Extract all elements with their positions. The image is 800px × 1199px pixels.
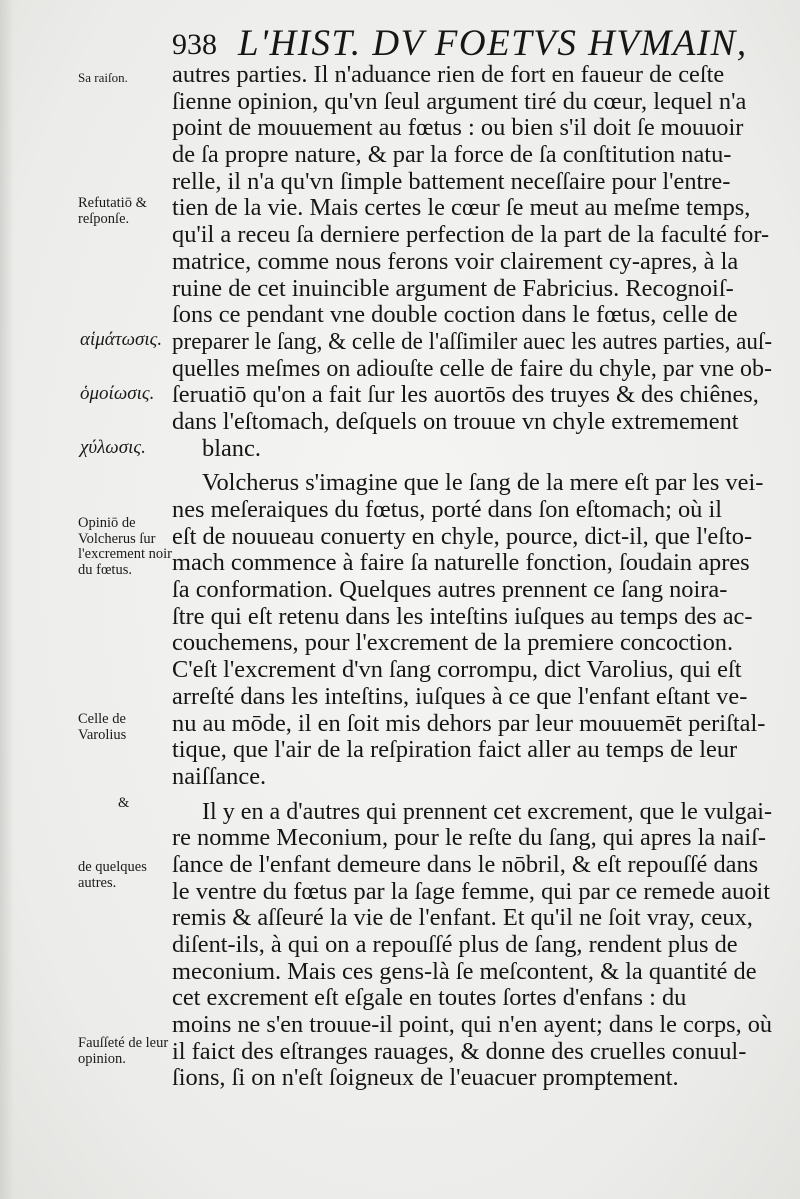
margin-note: & bbox=[118, 795, 130, 811]
text-line: remis & aſſeuré la vie de l'enfant. Et qu'il ne ſoit vray, ceux, bbox=[172, 904, 753, 932]
text-line: ſa conformation. Quelques autres prennent ce ſang noira- bbox=[172, 576, 728, 604]
margin-note: Fauſſeté de leur opinion. bbox=[78, 1035, 169, 1067]
text-line: preparer le ſang, & celle de l'aſſimiler auec les autres parties, auſ- bbox=[172, 327, 772, 355]
text-line: moins ne s'en trouue-il point, qui n'en ayent; dans le corps, où bbox=[172, 1011, 772, 1039]
text-line: il faict des eſtranges rauages, & donne des cruelles conuul- bbox=[172, 1037, 747, 1065]
margin-note: Refutatiō & reſponſe. bbox=[78, 195, 147, 227]
text-line: diſent-ils, à qui on a repouſſé plus de ſang, rendent plus de bbox=[172, 931, 738, 958]
text-line: blanc. bbox=[202, 434, 261, 462]
text-line: naiſſance. bbox=[172, 762, 267, 790]
text-line: quelles meſmes on adiouſte celle de faire du chyle, par vne ob- bbox=[172, 354, 772, 382]
text-line: autres parties. Il n'aduance rien de fort en faueur de ceſte bbox=[172, 61, 725, 88]
text-line: dans l'eſtomach, deſquels on trouue vn chyle extremement bbox=[172, 407, 739, 435]
text-line: eſt de nouueau conuerty en chyle, pource, dict-il, que l'eſto- bbox=[172, 522, 753, 550]
margin-note-greek: αἱμάτωσις. bbox=[80, 329, 163, 350]
text-line: matrice, comme nous ferons voir clairement cy-apres, à la bbox=[172, 247, 739, 275]
text-line: C'eſt l'excrement d'vn ſang corrompu, dict Varolius, qui eſt bbox=[172, 656, 742, 684]
text-line: mach commence à faire ſa naturelle fonction, ſoudain apres bbox=[172, 549, 750, 577]
body-text bbox=[172, 62, 772, 1092]
margin-note-greek: χύλωσις. bbox=[80, 437, 146, 458]
text-line: Volcherus s'imagine que le ſang de la mere eſt par les vei- bbox=[202, 469, 764, 497]
text-line: ſons ce pendant vne double coction dans le fœtus, celle de bbox=[172, 301, 738, 329]
text-line: meconium. Mais ces gens-là ſe meſcontent, & la quantité de bbox=[172, 957, 757, 985]
margin-note: Celle de Varolius bbox=[78, 711, 127, 743]
text-line: ſienne opinion, qu'vn ſeul argument tiré du cœur, lequel n'a bbox=[172, 87, 747, 115]
text-line: nes meſeraiques du fœtus, porté dans ſon eſtomach; où il bbox=[172, 496, 723, 523]
text-line: ſance de l'enfant demeure dans le nōbril, & eſt repouſſé dans bbox=[172, 850, 759, 878]
text-line: cet excrement eſt eſgale en toutes ſortes d'enfans : du bbox=[172, 984, 687, 1012]
text-line: tique, que l'air de la reſpiration faict aller au temps de leur bbox=[172, 736, 738, 764]
margin-note: Sa raiſon. bbox=[78, 70, 128, 85]
margin-note: Opiniō de Volcherus ſur l'excrement noir du fœtus. bbox=[78, 515, 173, 578]
text-line: re nomme Meconium, pour le reſte du ſang, qui apres la naiſ- bbox=[172, 824, 766, 852]
text-line: qu'il a receu ſa derniere perfection de la part de la faculté for- bbox=[172, 221, 770, 249]
text-line: Il y en a d'autres qui prennent cet excrement, que le vulgai- bbox=[202, 797, 772, 825]
text-line: nu au mōde, il en ſoit mis dehors par leur mouuemēt periſtal- bbox=[172, 709, 766, 737]
text-line: ſeruatiō qu'on a fait ſur les auortōs des truyes & des chiênes, bbox=[172, 381, 759, 409]
margin-note-greek: ὁμοίωσις. bbox=[80, 383, 155, 404]
page-edge-shadow bbox=[0, 0, 14, 1199]
text-line: tien de la vie. Mais certes le cœur ſe meut au meſme temps, bbox=[172, 194, 751, 222]
text-line: relle, il n'a qu'vn ſimple battement neceſſaire pour l'entre- bbox=[172, 167, 731, 195]
margin-note: de quelques autres. bbox=[78, 859, 147, 891]
text-line: ſtre qui eſt retenu dans les inteſtins iuſques au temps des ac- bbox=[172, 602, 753, 630]
text-line: ruine de cet inuincible argument de Fabricius. Recognoiſ- bbox=[172, 274, 734, 302]
text-line: couchemens, pour l'excrement de la premiere concoction. bbox=[172, 629, 734, 657]
text-line: arreſté dans les inteſtins, iuſques à ce que l'enfant eſtant ve- bbox=[172, 682, 748, 710]
text-line: ſions, ſi on n'eſt ſoigneux de l'euacuer promptement. bbox=[172, 1064, 679, 1092]
text-line: le ventre du fœtus par la ſage femme, qui par ce remede auoit bbox=[172, 877, 770, 905]
text-line: de ſa propre nature, & par la force de ſa conſtitution natu- bbox=[172, 141, 732, 169]
running-title: L'HIST. DV FOETVS HVMAIN, bbox=[238, 23, 748, 64]
text-line: point de mouuement au fœtus : ou bien s'il doit ſe mouuoir bbox=[172, 114, 744, 142]
page-number: 938 bbox=[172, 28, 217, 61]
